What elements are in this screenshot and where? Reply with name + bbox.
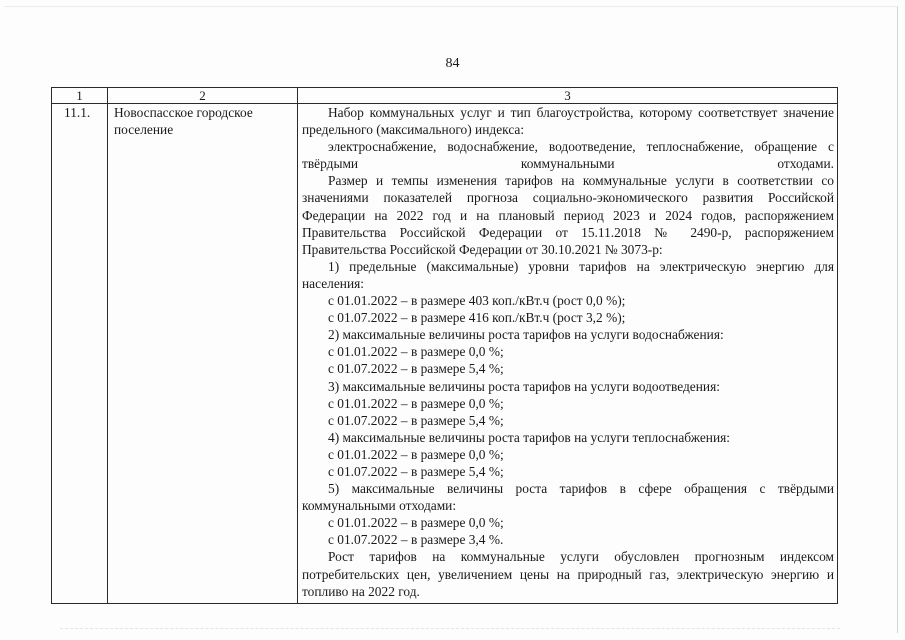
text-line: с 01.01.2022 – в размере 0,0 %; — [328, 395, 504, 411]
text-paragraph: 1) предельные (максимальные) уровни тарифов на электрическую энергию для населения: — [302, 258, 834, 291]
text-line: с 01.07.2022 – в размере 5,4 %; — [328, 361, 504, 377]
text-line: с 01.07.2022 – в размере 416 коп./кВт.ч (рост 3,2 %); — [328, 310, 626, 326]
text-paragraph: Рост тарифов на коммунальные услуги обусловлен прогнозным индексом потребительских цен, увеличением цены на природный газ, электрическую энергию и топливо на 2022 год. — [302, 549, 834, 599]
tariff-description-text — [302, 104, 834, 600]
header-col-3: 3 — [298, 88, 838, 104]
page-number: 84 — [445, 56, 460, 71]
header-col-1: 1 — [52, 88, 108, 104]
text-line: 4) максимальные величины роста тарифов на услуги теплоснабжения: — [328, 429, 730, 445]
text-line: с 01.01.2022 – в размере 0,0 %; — [328, 344, 504, 360]
text-line: с 01.07.2022 – в размере 5,4 %; — [328, 412, 504, 428]
scan-artifact-line — [60, 628, 840, 631]
table-header-row — [52, 88, 838, 104]
settlement-name: Новоспасское городское поселение — [108, 104, 298, 604]
text-paragraph: электроснабжение, водоснабжение, водоотведение, теплоснабжение, обращение с твёрдыми коммунальными отходами. — [302, 139, 834, 172]
text-paragraph: 5) максимальные величины роста тарифов в сфере обращения с твёрдыми коммунальными отходами: — [302, 481, 834, 514]
text-paragraph: Набор коммунальных услуг и тип благоустройства, которому соответствует значение предельного (максимального) индекса: — [302, 105, 834, 138]
tariff-description — [298, 104, 838, 604]
text-line: 3) максимальные величины роста тарифов на услуги водоотведения: — [328, 378, 720, 394]
text-line: с 01.07.2022 – в размере 5,4 %; — [328, 463, 504, 479]
text-line: с 01.01.2022 – в размере 0,0 %; — [328, 446, 504, 462]
text-line: с 01.01.2022 – в размере 0,0 %; — [328, 515, 504, 531]
text-line: с 01.01.2022 – в размере 403 коп./кВт.ч (рост 0,0 %); — [328, 293, 626, 309]
table-row — [52, 104, 838, 604]
header-col-2: 2 — [108, 88, 298, 104]
tariff-table — [51, 87, 838, 604]
text-line: 2) максимальные величины роста тарифов на услуги водоснабжения: — [328, 327, 724, 343]
text-paragraph: Размер и темпы изменения тарифов на коммунальные услуги в соответствии со значениями показателей прогноза социально-экономического развития Российской Федерации на 2022 год и на плановый период 2023 и 2024 годов, распоряжением Правительства Российской Федерации от 15.11.2018 № 2490-р, распоряжением Правительства Российской Федерации от 30.10.2021 № 3073-р: — [302, 173, 834, 257]
row-number: 11.1. — [52, 104, 108, 604]
text-line: с 01.07.2022 – в размере 3,4 %. — [328, 532, 504, 548]
